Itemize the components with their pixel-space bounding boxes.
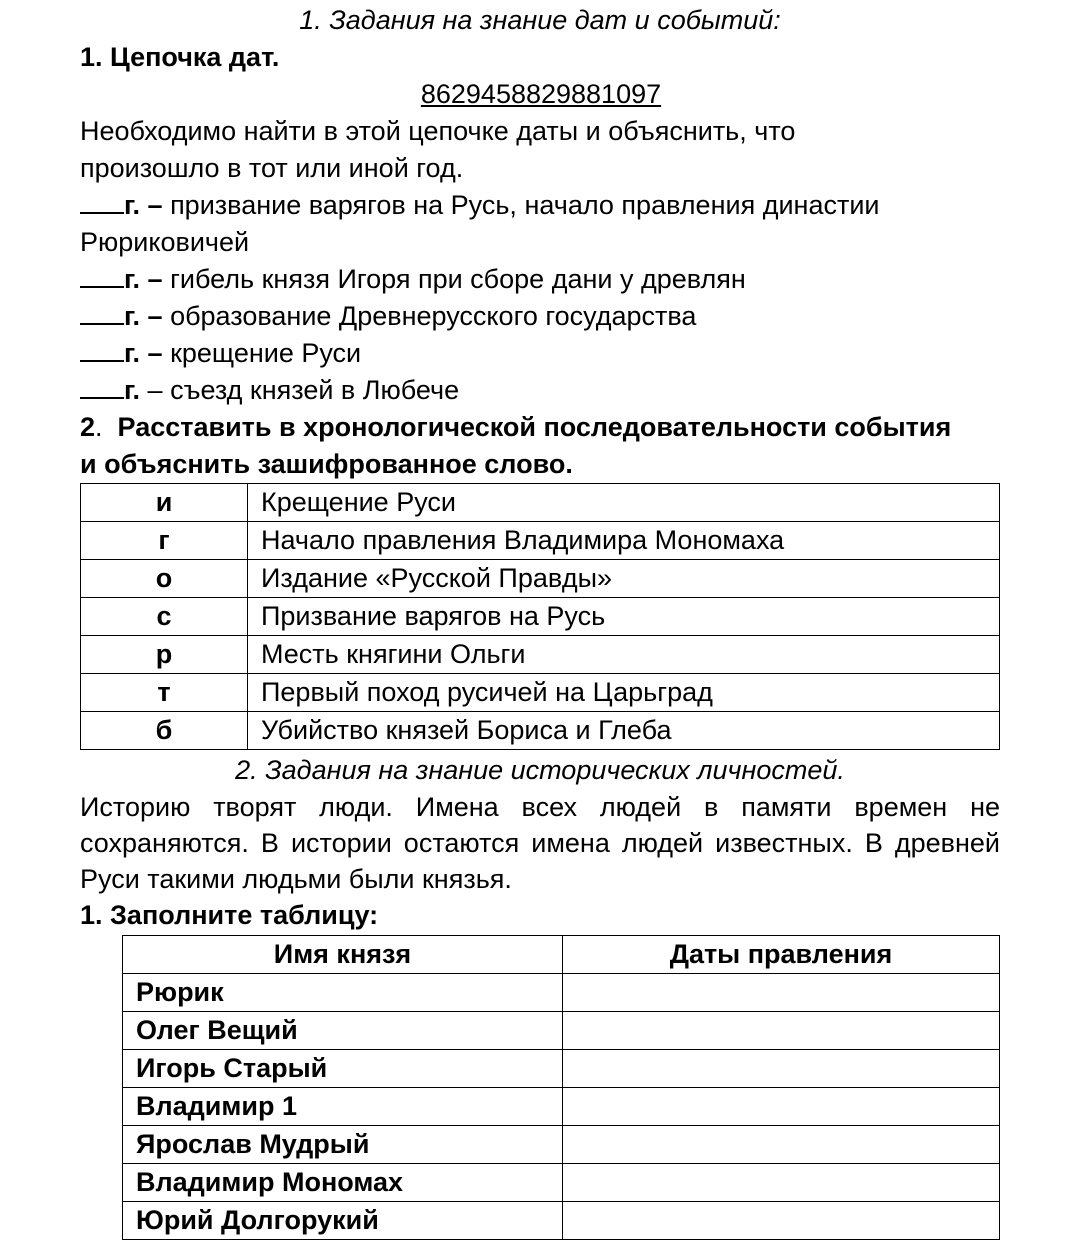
column-header-dates: Даты правления bbox=[563, 936, 1000, 974]
prince-name: Ярослав Мудрый bbox=[123, 1126, 563, 1164]
table-row bbox=[123, 1050, 1000, 1088]
answer-blank[interactable] bbox=[80, 299, 124, 325]
answer-blank[interactable] bbox=[80, 262, 124, 288]
answer-blank[interactable] bbox=[80, 373, 124, 399]
event-description: Призвание варягов на Русь bbox=[248, 598, 1000, 636]
table-row bbox=[81, 636, 1000, 674]
reign-dates-cell[interactable] bbox=[563, 1126, 1000, 1164]
reign-dates-cell[interactable] bbox=[563, 1012, 1000, 1050]
task1-title: 1. Цепочка дат. bbox=[80, 42, 280, 72]
reign-dates-cell[interactable] bbox=[563, 974, 1000, 1012]
date-chain: 8629458829881097 bbox=[420, 79, 662, 109]
section2-paragraph: Историю творят люди. Имена всех людей в памяти времен не сохраняются. В истории остаются имена людей известных. В древней Руси такими людьми были князья. bbox=[80, 792, 1000, 894]
table-row bbox=[81, 598, 1000, 636]
prince-name: Игорь Старый bbox=[123, 1050, 563, 1088]
cipher-letter: о bbox=[81, 560, 248, 598]
event-description: Убийство князей Бориса и Глеба bbox=[248, 712, 1000, 750]
column-header-name: Имя князя bbox=[123, 936, 563, 974]
reign-dates-cell[interactable] bbox=[563, 1202, 1000, 1240]
date-item-continuation: Рюриковичей bbox=[80, 227, 250, 257]
cipher-letter: р bbox=[81, 636, 248, 674]
cipher-letter: т bbox=[81, 674, 248, 712]
table-row bbox=[123, 1126, 1000, 1164]
event-description: Издание «Русской Правды» bbox=[248, 560, 1000, 598]
event-description: Месть княгини Ольги bbox=[248, 636, 1000, 674]
task2-title-line2: и объяснить зашифрованное слово. bbox=[80, 449, 573, 479]
princes-table bbox=[122, 935, 1000, 1240]
table-row bbox=[123, 1164, 1000, 1202]
table-header-row bbox=[123, 936, 1000, 974]
date-item: г. – образование Древнерусского государства bbox=[80, 298, 1000, 335]
table-row bbox=[123, 974, 1000, 1012]
event-description: Крещение Руси bbox=[248, 484, 1000, 522]
worksheet bbox=[80, 2, 1000, 1240]
prince-name: Рюрик bbox=[123, 974, 563, 1012]
task1-instruction-2: произошло в тот или иной год. bbox=[80, 153, 464, 183]
event-description: Первый поход русичей на Царьград bbox=[248, 674, 1000, 712]
table-row bbox=[123, 1202, 1000, 1240]
event-description: Начало правления Владимира Мономаха bbox=[248, 522, 1000, 560]
answer-blank[interactable] bbox=[80, 336, 124, 362]
table-row bbox=[123, 1012, 1000, 1050]
table-row bbox=[81, 560, 1000, 598]
reign-dates-cell[interactable] bbox=[563, 1088, 1000, 1126]
table-row bbox=[123, 1088, 1000, 1126]
date-items bbox=[80, 187, 1000, 409]
reign-dates-cell[interactable] bbox=[563, 1164, 1000, 1202]
events-table bbox=[80, 483, 1000, 750]
cipher-letter: с bbox=[81, 598, 248, 636]
answer-blank[interactable] bbox=[80, 188, 124, 214]
date-item: г. – съезд князей в Любече bbox=[80, 372, 1000, 409]
table-row bbox=[81, 712, 1000, 750]
section1-heading: 1. Задания на знание дат и событий: bbox=[299, 5, 781, 35]
table-row bbox=[81, 674, 1000, 712]
table-task-title: 1. Заполните таблицу: bbox=[80, 900, 379, 930]
table-row bbox=[81, 522, 1000, 560]
reign-dates-cell[interactable] bbox=[563, 1050, 1000, 1088]
date-item: г. – гибель князя Игоря при сборе дани у древлян bbox=[80, 261, 1000, 298]
prince-name: Владимир 1 bbox=[123, 1088, 563, 1126]
cipher-letter: б bbox=[81, 712, 248, 750]
prince-name: Юрий Долгорукий bbox=[123, 1202, 563, 1240]
task2-title: 2. Расставить в хронологической последовательности события bbox=[80, 412, 952, 442]
date-item: г. – крещение Руси bbox=[80, 335, 1000, 372]
table-row bbox=[81, 484, 1000, 522]
prince-name: Олег Вещий bbox=[123, 1012, 563, 1050]
prince-name: Владимир Мономах bbox=[123, 1164, 563, 1202]
cipher-letter: г bbox=[81, 522, 248, 560]
cipher-letter: и bbox=[81, 484, 248, 522]
section2-heading: 2. Задания на знание исторических личностей. bbox=[235, 755, 845, 785]
task1-instruction-1: Необходимо найти в этой цепочке даты и объяснить, что bbox=[80, 116, 796, 146]
date-item: г. – призвание варягов на Русь, начало правления династии bbox=[80, 187, 1000, 224]
